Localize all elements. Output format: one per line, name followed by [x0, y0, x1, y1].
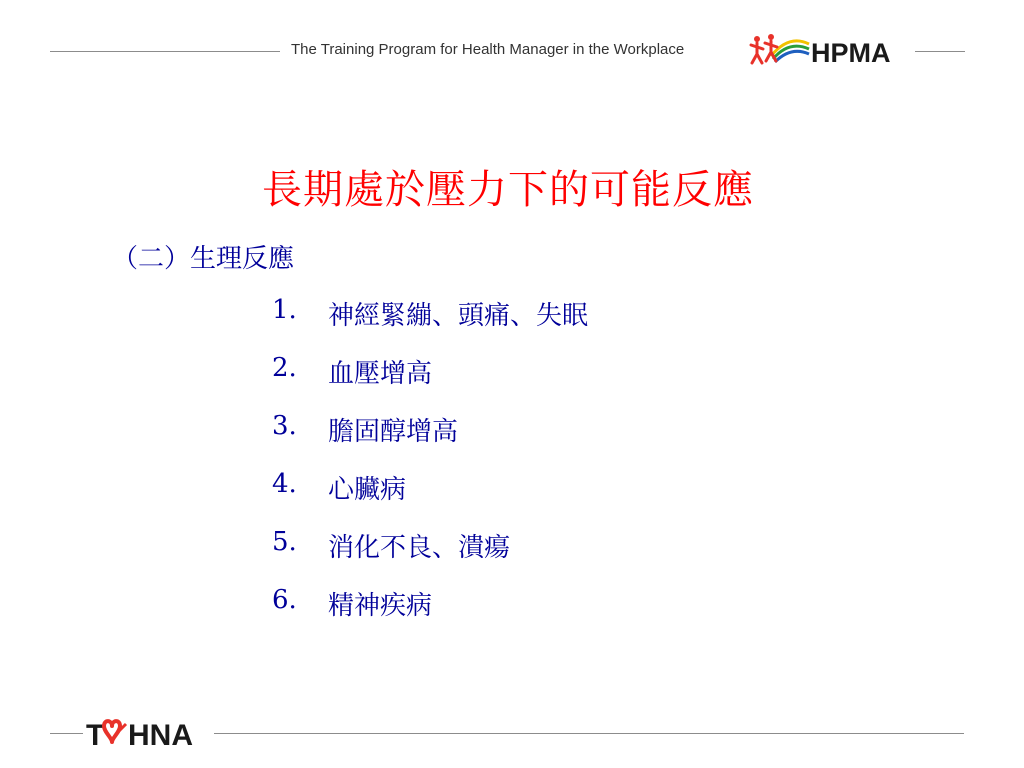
item-text: 心臟病 [328, 475, 407, 505]
hpma-logo [749, 30, 909, 70]
item-text: 精神疾病 [328, 591, 433, 621]
hpma-people-rainbow-icon [751, 34, 809, 63]
tohna-logo [86, 712, 206, 752]
header-rule-right [915, 51, 965, 52]
footer-rule-right [214, 733, 964, 734]
tohna-logo-text-left: T [86, 719, 105, 752]
item-text: 消化不良、潰瘍 [328, 533, 511, 563]
section-heading: （二）生理反應 [112, 244, 295, 274]
list-item [272, 411, 588, 469]
header-rule-left [50, 51, 280, 52]
list-item [272, 527, 588, 585]
item-number: 3. [272, 411, 297, 441]
list-item [272, 585, 588, 643]
heart-icon [104, 721, 126, 742]
item-number: 6. [272, 585, 297, 615]
item-text: 膽固醇增高 [328, 417, 459, 447]
page-title: 長期處於壓力下的可能反應 [262, 167, 754, 213]
list-item [272, 295, 588, 353]
item-number: 5. [272, 527, 297, 557]
hpma-logo-text: HPMA [811, 38, 891, 68]
item-number: 4. [272, 469, 297, 499]
item-number: 1. [272, 295, 297, 325]
reaction-list [272, 295, 588, 643]
item-text: 血壓增高 [328, 359, 433, 389]
list-item [272, 353, 588, 411]
tohna-logo-text-right: HNA [128, 719, 193, 752]
item-number: 2. [272, 353, 297, 383]
list-item [272, 469, 588, 527]
footer-rule-left [50, 733, 83, 734]
program-title: The Training Program for Health Manager in the Workplace [291, 41, 685, 58]
item-text: 神經緊繃、頭痛、失眠 [328, 301, 589, 331]
